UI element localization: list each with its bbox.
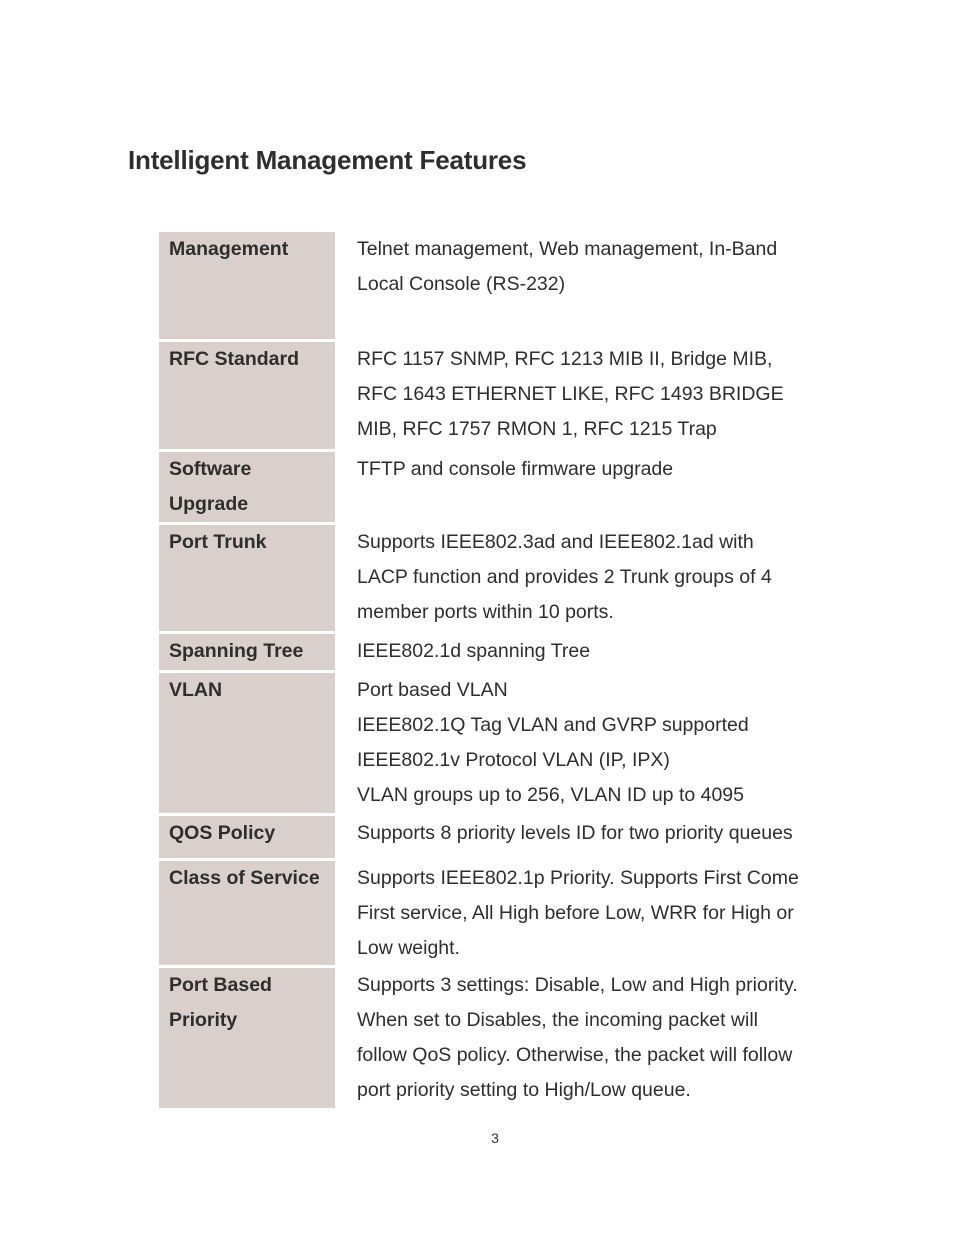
description-line: TFTP and console firmware upgrade (357, 458, 674, 480)
feature-row-software-upgrade (159, 452, 839, 522)
feature-name: RFC Standard (159, 342, 335, 449)
feature-row-class-of-service (159, 861, 839, 965)
description-line: Supports 8 priority levels ID for two priority queues (357, 822, 793, 844)
description-line: IEEE802.1v Protocol VLAN (IP, IPX) (357, 749, 670, 771)
feature-description (357, 816, 837, 851)
feature-description (357, 634, 837, 669)
description-line: LACP function and provides 2 Trunk groups of 4 (357, 566, 772, 588)
description-line: Supports IEEE802.3ad and IEEE802.1ad with (357, 531, 754, 553)
description-line: Local Console (RS-232) (357, 273, 566, 295)
feature-description (357, 342, 837, 447)
feature-name: Class of Service (159, 861, 335, 965)
feature-name: Spanning Tree (159, 634, 335, 670)
page-title: Intelligent Management Features (128, 145, 527, 175)
description-line: member ports within 10 ports. (357, 601, 614, 623)
description-line: When set to Disables, the incoming packet will (357, 1009, 759, 1031)
description-line: Telnet management, Web management, In-Band (357, 238, 778, 260)
feature-name: VLAN (159, 673, 335, 813)
description-line: IEEE802.1Q Tag VLAN and GVRP supported (357, 714, 749, 736)
feature-row-port-trunk (159, 525, 839, 631)
description-line: IEEE802.1d spanning Tree (357, 640, 591, 662)
feature-description (357, 525, 837, 630)
description-line: VLAN groups up to 256, VLAN ID up to 4095 (357, 784, 745, 806)
feature-description (357, 452, 837, 487)
feature-description (357, 968, 837, 1108)
feature-row-vlan (159, 673, 839, 813)
feature-description (357, 673, 837, 813)
feature-row-rfc-standard (159, 342, 839, 449)
description-line: First service, All High before Low, WRR for High or (357, 902, 794, 924)
feature-name: Port Trunk (159, 525, 335, 631)
description-line: MIB, RFC 1757 RMON 1, RFC 1215 Trap (357, 418, 717, 440)
description-line: RFC 1157 SNMP, RFC 1213 MIB II, Bridge MIB, (357, 348, 773, 370)
description-line: RFC 1643 ETHERNET LIKE, RFC 1493 BRIDGE (357, 383, 784, 405)
description-line: Supports IEEE802.1p Priority. Supports First Come (357, 867, 799, 889)
feature-name: Software Upgrade (159, 452, 335, 522)
feature-row-qos-policy (159, 816, 839, 858)
description-line: Low weight. (357, 937, 460, 959)
feature-row-port-based-priority (159, 968, 839, 1108)
description-line: Port based VLAN (357, 679, 508, 701)
feature-name: Port Based Priority (159, 968, 335, 1108)
description-line: Supports 3 settings: Disable, Low and High priority. (357, 974, 798, 996)
feature-name: QOS Policy (159, 816, 335, 858)
feature-row-management (159, 232, 839, 339)
feature-name: Management (159, 232, 335, 339)
page-number: 3 (491, 1130, 499, 1146)
feature-row-spanning-tree (159, 634, 839, 670)
description-line: follow QoS policy. Otherwise, the packet will follow (357, 1044, 793, 1066)
description-line: port priority setting to High/Low queue. (357, 1079, 691, 1101)
feature-description (357, 232, 837, 302)
feature-description (357, 861, 837, 966)
